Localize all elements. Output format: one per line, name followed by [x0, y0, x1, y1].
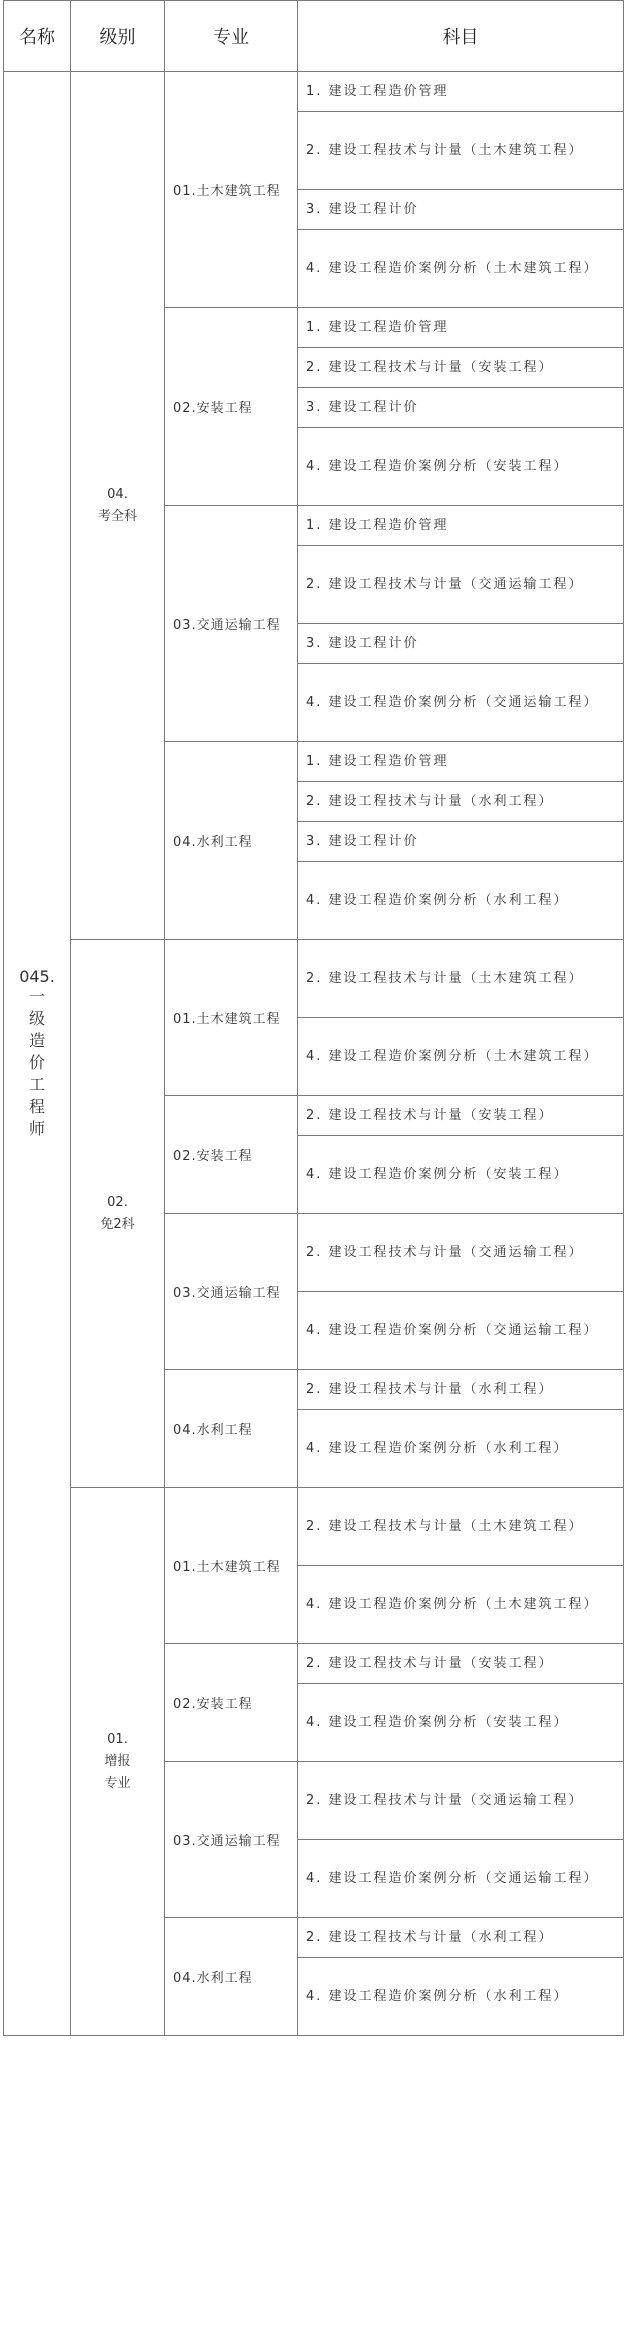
subject-cell: 4. 建设工程造价案例分析（水利工程） [298, 1410, 624, 1488]
header-row [4, 1, 624, 72]
subject-cell: 3. 建设工程计价 [298, 388, 624, 428]
level-label: 增报专业 [104, 1753, 131, 1791]
subject-cell: 3. 建设工程计价 [298, 822, 624, 862]
table-row [4, 1488, 624, 1566]
subject-cell: 2. 建设工程技术与计量（土木建筑工程） [298, 1488, 624, 1566]
major-cell: 02.安装工程 [165, 1096, 298, 1214]
major-cell: 01.土木建筑工程 [165, 72, 298, 308]
subject-cell: 1. 建设工程造价管理 [298, 308, 624, 348]
subject-cell: 4. 建设工程造价案例分析（安装工程） [298, 1136, 624, 1214]
subject-cell: 4. 建设工程造价案例分析（水利工程） [298, 1958, 624, 2036]
subject-cell: 4. 建设工程造价案例分析（交通运输工程） [298, 1292, 624, 1370]
level-cell [71, 1488, 165, 2036]
exam-name-char: 造 [28, 1031, 45, 1050]
subject-cell: 2. 建设工程技术与计量（交通运输工程） [298, 1762, 624, 1840]
subject-cell: 1. 建设工程造价管理 [298, 506, 624, 546]
exam-name-char: 程 [28, 1097, 45, 1116]
exam-name-char: 价 [28, 1053, 45, 1072]
subject-cell: 4. 建设工程造价案例分析（土木建筑工程） [298, 230, 624, 308]
exam-subjects-table [3, 0, 624, 2036]
subject-cell: 2. 建设工程技术与计量（安装工程） [298, 1644, 624, 1684]
level-code: 02. [107, 1194, 128, 1210]
subject-cell: 2. 建设工程技术与计量（土木建筑工程） [298, 112, 624, 190]
subject-cell: 4. 建设工程造价案例分析（交通运输工程） [298, 664, 624, 742]
major-cell: 03.交通运输工程 [165, 1214, 298, 1370]
header-name: 名称 [4, 1, 71, 72]
exam-name-char: 工 [28, 1075, 45, 1094]
exam-name-char: 一 [28, 987, 45, 1006]
exam-name-cell [4, 72, 71, 2036]
major-cell: 02.安装工程 [165, 1644, 298, 1762]
subject-cell: 3. 建设工程计价 [298, 190, 624, 230]
major-cell: 03.交通运输工程 [165, 1762, 298, 1918]
subject-cell: 4. 建设工程造价案例分析（安装工程） [298, 428, 624, 506]
exam-name-char: 级 [28, 1009, 45, 1028]
header-subject: 科目 [298, 1, 624, 72]
header-level: 级别 [71, 1, 165, 72]
subject-cell: 2. 建设工程技术与计量（安装工程） [298, 1096, 624, 1136]
subject-cell: 4. 建设工程造价案例分析（土木建筑工程） [298, 1566, 624, 1644]
major-cell: 01.土木建筑工程 [165, 940, 298, 1096]
subject-cell: 2. 建设工程技术与计量（安装工程） [298, 348, 624, 388]
exam-name-code: 045. [19, 967, 55, 986]
level-cell [71, 940, 165, 1488]
level-label: 免2科 [100, 1216, 135, 1232]
table-body [4, 72, 624, 2036]
subject-cell: 4. 建设工程造价案例分析（安装工程） [298, 1684, 624, 1762]
subject-cell: 4. 建设工程造价案例分析（水利工程） [298, 862, 624, 940]
subject-cell: 2. 建设工程技术与计量（交通运输工程） [298, 546, 624, 624]
header-major: 专业 [165, 1, 298, 72]
level-code: 04. [107, 486, 128, 502]
exam-name-char: 师 [28, 1119, 45, 1138]
major-cell: 04.水利工程 [165, 742, 298, 940]
subject-cell: 2. 建设工程技术与计量（水利工程） [298, 782, 624, 822]
subject-cell: 2. 建设工程技术与计量（土木建筑工程） [298, 940, 624, 1018]
table-row [4, 72, 624, 112]
major-cell: 04.水利工程 [165, 1370, 298, 1488]
table-row [4, 940, 624, 1018]
subject-cell: 2. 建设工程技术与计量（交通运输工程） [298, 1214, 624, 1292]
level-label: 考全科 [97, 508, 137, 524]
subject-cell: 1. 建设工程造价管理 [298, 742, 624, 782]
level-cell [71, 72, 165, 940]
subject-cell: 2. 建设工程技术与计量（水利工程） [298, 1918, 624, 1958]
major-cell: 01.土木建筑工程 [165, 1488, 298, 1644]
subject-cell: 4. 建设工程造价案例分析（土木建筑工程） [298, 1018, 624, 1096]
subject-cell: 2. 建设工程技术与计量（水利工程） [298, 1370, 624, 1410]
subject-cell: 4. 建设工程造价案例分析（交通运输工程） [298, 1840, 624, 1918]
level-code: 01. [107, 1731, 128, 1747]
major-cell: 02.安装工程 [165, 308, 298, 506]
major-cell: 04.水利工程 [165, 1918, 298, 2036]
subject-cell: 1. 建设工程造价管理 [298, 72, 624, 112]
subject-cell: 3. 建设工程计价 [298, 624, 624, 664]
major-cell: 03.交通运输工程 [165, 506, 298, 742]
